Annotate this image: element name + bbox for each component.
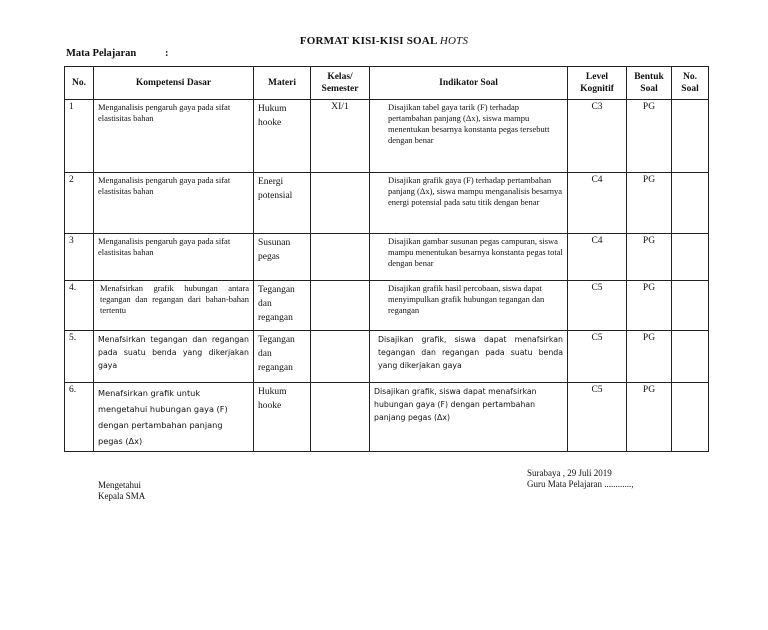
subject-colon: : (165, 48, 169, 59)
row-kelas: XI/1 (311, 100, 370, 173)
place-date: Surabaya , 29 Juli 2019 (527, 468, 612, 478)
header-kelas-semester: Kelas/ Semester (311, 67, 370, 100)
kisi-kisi-table (64, 66, 709, 452)
acknowledged-label: Mengetahui (98, 480, 141, 490)
header-no-soal: No. Soal (672, 67, 709, 100)
teacher-label: Guru Mata Pelajaran ............, (527, 479, 634, 489)
row-indikator: Disajikan gambar susunan pegas campuran, siswa mampu menentukan besarnya konstanta pegas total dengan benar (370, 234, 568, 281)
table-row (65, 331, 709, 383)
row-kompetensi: Menafsirkan tegangan dan regangan pada suatu benda yang dikerjakan gaya (94, 331, 254, 383)
principal-label: Kepala SMA (98, 491, 146, 501)
header-indikator-soal: Indikator Soal (370, 67, 568, 100)
row-bentuk: PG (627, 281, 672, 331)
row-materi: Tegangan dan regangan (254, 331, 311, 383)
signature-block-principal (98, 480, 145, 502)
document-title (0, 35, 768, 47)
table-header-row (65, 67, 709, 100)
row-bentuk: PG (627, 234, 672, 281)
row-kompetensi: Menganalisis pengaruh gaya pada sifat elastisitas bahan (94, 100, 254, 173)
row-number: 4. (65, 281, 94, 331)
row-level: C5 (568, 383, 627, 452)
subject-line (66, 48, 169, 59)
row-kelas (311, 173, 370, 234)
row-indikator: Disajikan grafik hasil percobaan, siswa dapat menyimpulkan grafik hubungan tegangan dan regangan (370, 281, 568, 331)
row-no-soal (672, 383, 709, 452)
header-materi: Materi (254, 67, 311, 100)
table-row (65, 281, 709, 331)
title-main: FORMAT KISI-KISI SOAL (299, 35, 437, 47)
row-bentuk: PG (627, 173, 672, 234)
row-materi: Tegangan dan regangan (254, 281, 311, 331)
row-materi: Energi potensial (254, 173, 311, 234)
table-row (65, 100, 709, 173)
row-bentuk: PG (627, 383, 672, 452)
row-kompetensi: Menganalisis pengaruh gaya pada sifat elastisitas bahan (94, 234, 254, 281)
row-no-soal (672, 234, 709, 281)
row-indikator: Disajikan tabel gaya tarik (F) terhadap pertambahan panjang (Δx), siswa mampu menentukan besarnya konstanta pegas tersebutt dengan benar (370, 100, 568, 173)
subject-label: Mata Pelajaran (66, 48, 137, 59)
row-number: 2 (65, 173, 94, 234)
row-materi: Hukum hooke (254, 100, 311, 173)
row-level: C4 (568, 173, 627, 234)
row-kompetensi: Menganalisis pengaruh gaya pada sifat elastisitas bahan (94, 173, 254, 234)
row-no-soal (672, 173, 709, 234)
table-row (65, 173, 709, 234)
header-no: No. (65, 67, 94, 100)
row-level: C5 (568, 281, 627, 331)
table-row (65, 234, 709, 281)
row-bentuk: PG (627, 331, 672, 383)
header-bentuk-soal: Bentuk Soal (627, 67, 672, 100)
row-bentuk: PG (627, 100, 672, 173)
row-indikator: Disajikan grafik gaya (F) terhadap pertambahan panjang (Δx), siswa mampu menganalisis besarnya energi potensial pada satu titik dengan benar (370, 173, 568, 234)
header-level-kognitif: Level Kognitif (568, 67, 627, 100)
row-kelas (311, 383, 370, 452)
row-level: C5 (568, 331, 627, 383)
table-row (65, 383, 709, 452)
row-materi: Susunan pegas (254, 234, 311, 281)
row-kelas (311, 234, 370, 281)
row-number: 6. (65, 383, 94, 452)
row-no-soal (672, 281, 709, 331)
row-materi: Hukum hooke (254, 383, 311, 452)
row-indikator: Disajikan grafik, siswa dapat menafsirkan hubungan gaya (F) dengan pertambahan panjang pegas (Δx) (370, 383, 568, 452)
header-kompetensi-dasar: Kompetensi Dasar (94, 67, 254, 100)
row-no-soal (672, 331, 709, 383)
row-kompetensi: Menafsirkan grafik hubungan antara tegangan dan regangan dari bahan-bahan tertentu (94, 281, 254, 331)
signature-block-teacher (527, 468, 633, 490)
row-level: C3 (568, 100, 627, 173)
row-number: 1 (65, 100, 94, 173)
row-kelas (311, 331, 370, 383)
title-italic: HOTS (439, 35, 469, 47)
row-indikator: Disajikan grafik, siswa dapat menafsirkan tegangan dan regangan pada suatu benda yang dikerjakan gaya (370, 331, 568, 383)
row-no-soal (672, 100, 709, 173)
row-level: C4 (568, 234, 627, 281)
row-kelas (311, 281, 370, 331)
row-number: 3 (65, 234, 94, 281)
row-number: 5. (65, 331, 94, 383)
row-kompetensi: Menafsirkan grafik untuk mengetahui hubungan gaya (F) dengan pertambahan panjang pegas (Δx) (94, 383, 254, 452)
